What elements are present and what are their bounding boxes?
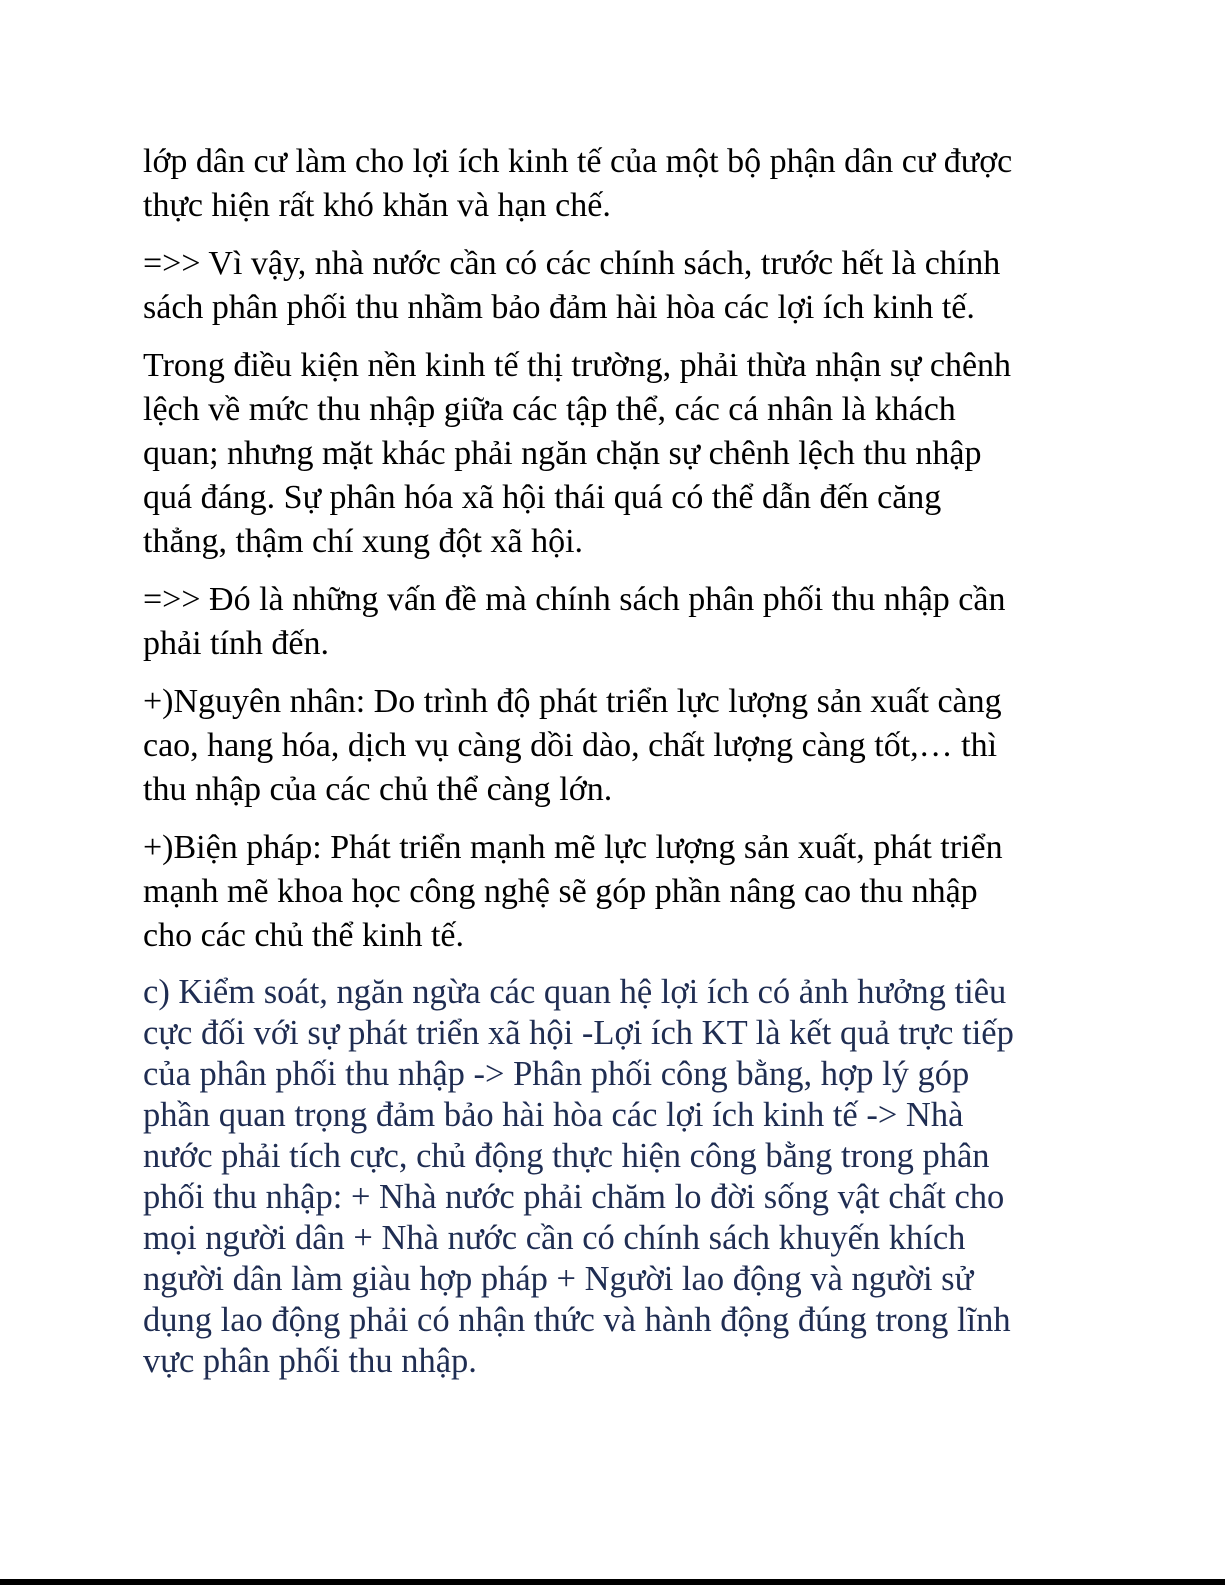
text-line: thực hiện rất khó khăn và hạn chế.: [143, 187, 611, 224]
text-line: Trong điều kiện nền kinh tế thị trường, phải thừa nhận sự chênh: [143, 347, 1012, 384]
paragraph-income-gap-continuation: [143, 140, 1083, 228]
text-line: +)Nguyên nhân: Do trình độ phát triển lực lượng sản xuất càng: [143, 683, 1002, 720]
paragraph-state-policy-conclusion: [143, 242, 1083, 330]
text-line: của phân phối thu nhập -> Phân phối công bằng, hợp lý góp: [143, 1055, 970, 1093]
paragraph-cause: [143, 680, 1083, 812]
text-line: phần quan trọng đảm bảo hài hòa các lợi ích kinh tế -> Nhà: [143, 1096, 964, 1134]
text-line: vực phân phối thu nhập.: [143, 1342, 477, 1380]
text-line: c) Kiểm soát, ngăn ngừa các quan hệ lợi ích có ảnh hưởng tiêu: [143, 973, 1007, 1011]
text-line: quan; nhưng mặt khác phải ngăn chặn sự chênh lệch thu nhập: [143, 435, 982, 472]
text-line: cho các chủ thể kinh tế.: [143, 917, 464, 954]
paragraph-solution: [143, 826, 1083, 958]
text-line: thu nhập của các chủ thể càng lớn.: [143, 771, 613, 808]
paragraph-distribution-policy-conclusion: [143, 578, 1083, 666]
text-line: sách phân phối thu nhầm bảo đảm hài hòa các lợi ích kinh tế.: [143, 289, 975, 326]
text-line: nước phải tích cực, chủ động thực hiện công bằng trong phân: [143, 1137, 990, 1175]
text-line: =>> Đó là những vấn đề mà chính sách phân phối thu nhập cần: [143, 581, 1006, 618]
text-line: thẳng, thậm chí xung đột xã hội.: [143, 523, 584, 560]
paragraph-market-economy-income-gap: [143, 344, 1083, 564]
text-line: quá đáng. Sự phân hóa xã hội thái quá có thể dẫn đến căng: [143, 479, 942, 516]
text-line: mọi người dân + Nhà nước cần có chính sách khuyến khích: [143, 1219, 966, 1257]
text-line: +)Biện pháp: Phát triển mạnh mẽ lực lượng sản xuất, phát triển: [143, 829, 1003, 866]
text-line: lệch về mức thu nhập giữa các tập thể, các cá nhân là khách: [143, 391, 956, 428]
text-line: mạnh mẽ khoa học công nghệ sẽ góp phần nâng cao thu nhập: [143, 873, 978, 910]
text-line: người dân làm giàu hợp pháp + Người lao động và người sử: [143, 1260, 974, 1298]
document-body: [143, 140, 1083, 1396]
text-line: =>> Vì vậy, nhà nước cần có các chính sách, trước hết là chính: [143, 245, 1001, 282]
text-line: phối thu nhập: + Nhà nước phải chăm lo đời sống vật chất cho: [143, 1178, 1005, 1216]
text-line: lớp dân cư làm cho lợi ích kinh tế của một bộ phận dân cư được: [143, 143, 1013, 180]
text-line: dụng lao động phải có nhận thức và hành động đúng trong lĩnh: [143, 1301, 1011, 1339]
paragraph-section-c: [143, 972, 1083, 1382]
text-line: cao, hang hóa, dịch vụ càng dồi dào, chất lượng càng tốt,… thì: [143, 727, 998, 764]
text-line: phải tính đến.: [143, 625, 330, 662]
text-line: cực đối với sự phát triển xã hội -Lợi ích KT là kết quả trực tiếp: [143, 1014, 1014, 1052]
page-bottom-border: [0, 1579, 1225, 1585]
